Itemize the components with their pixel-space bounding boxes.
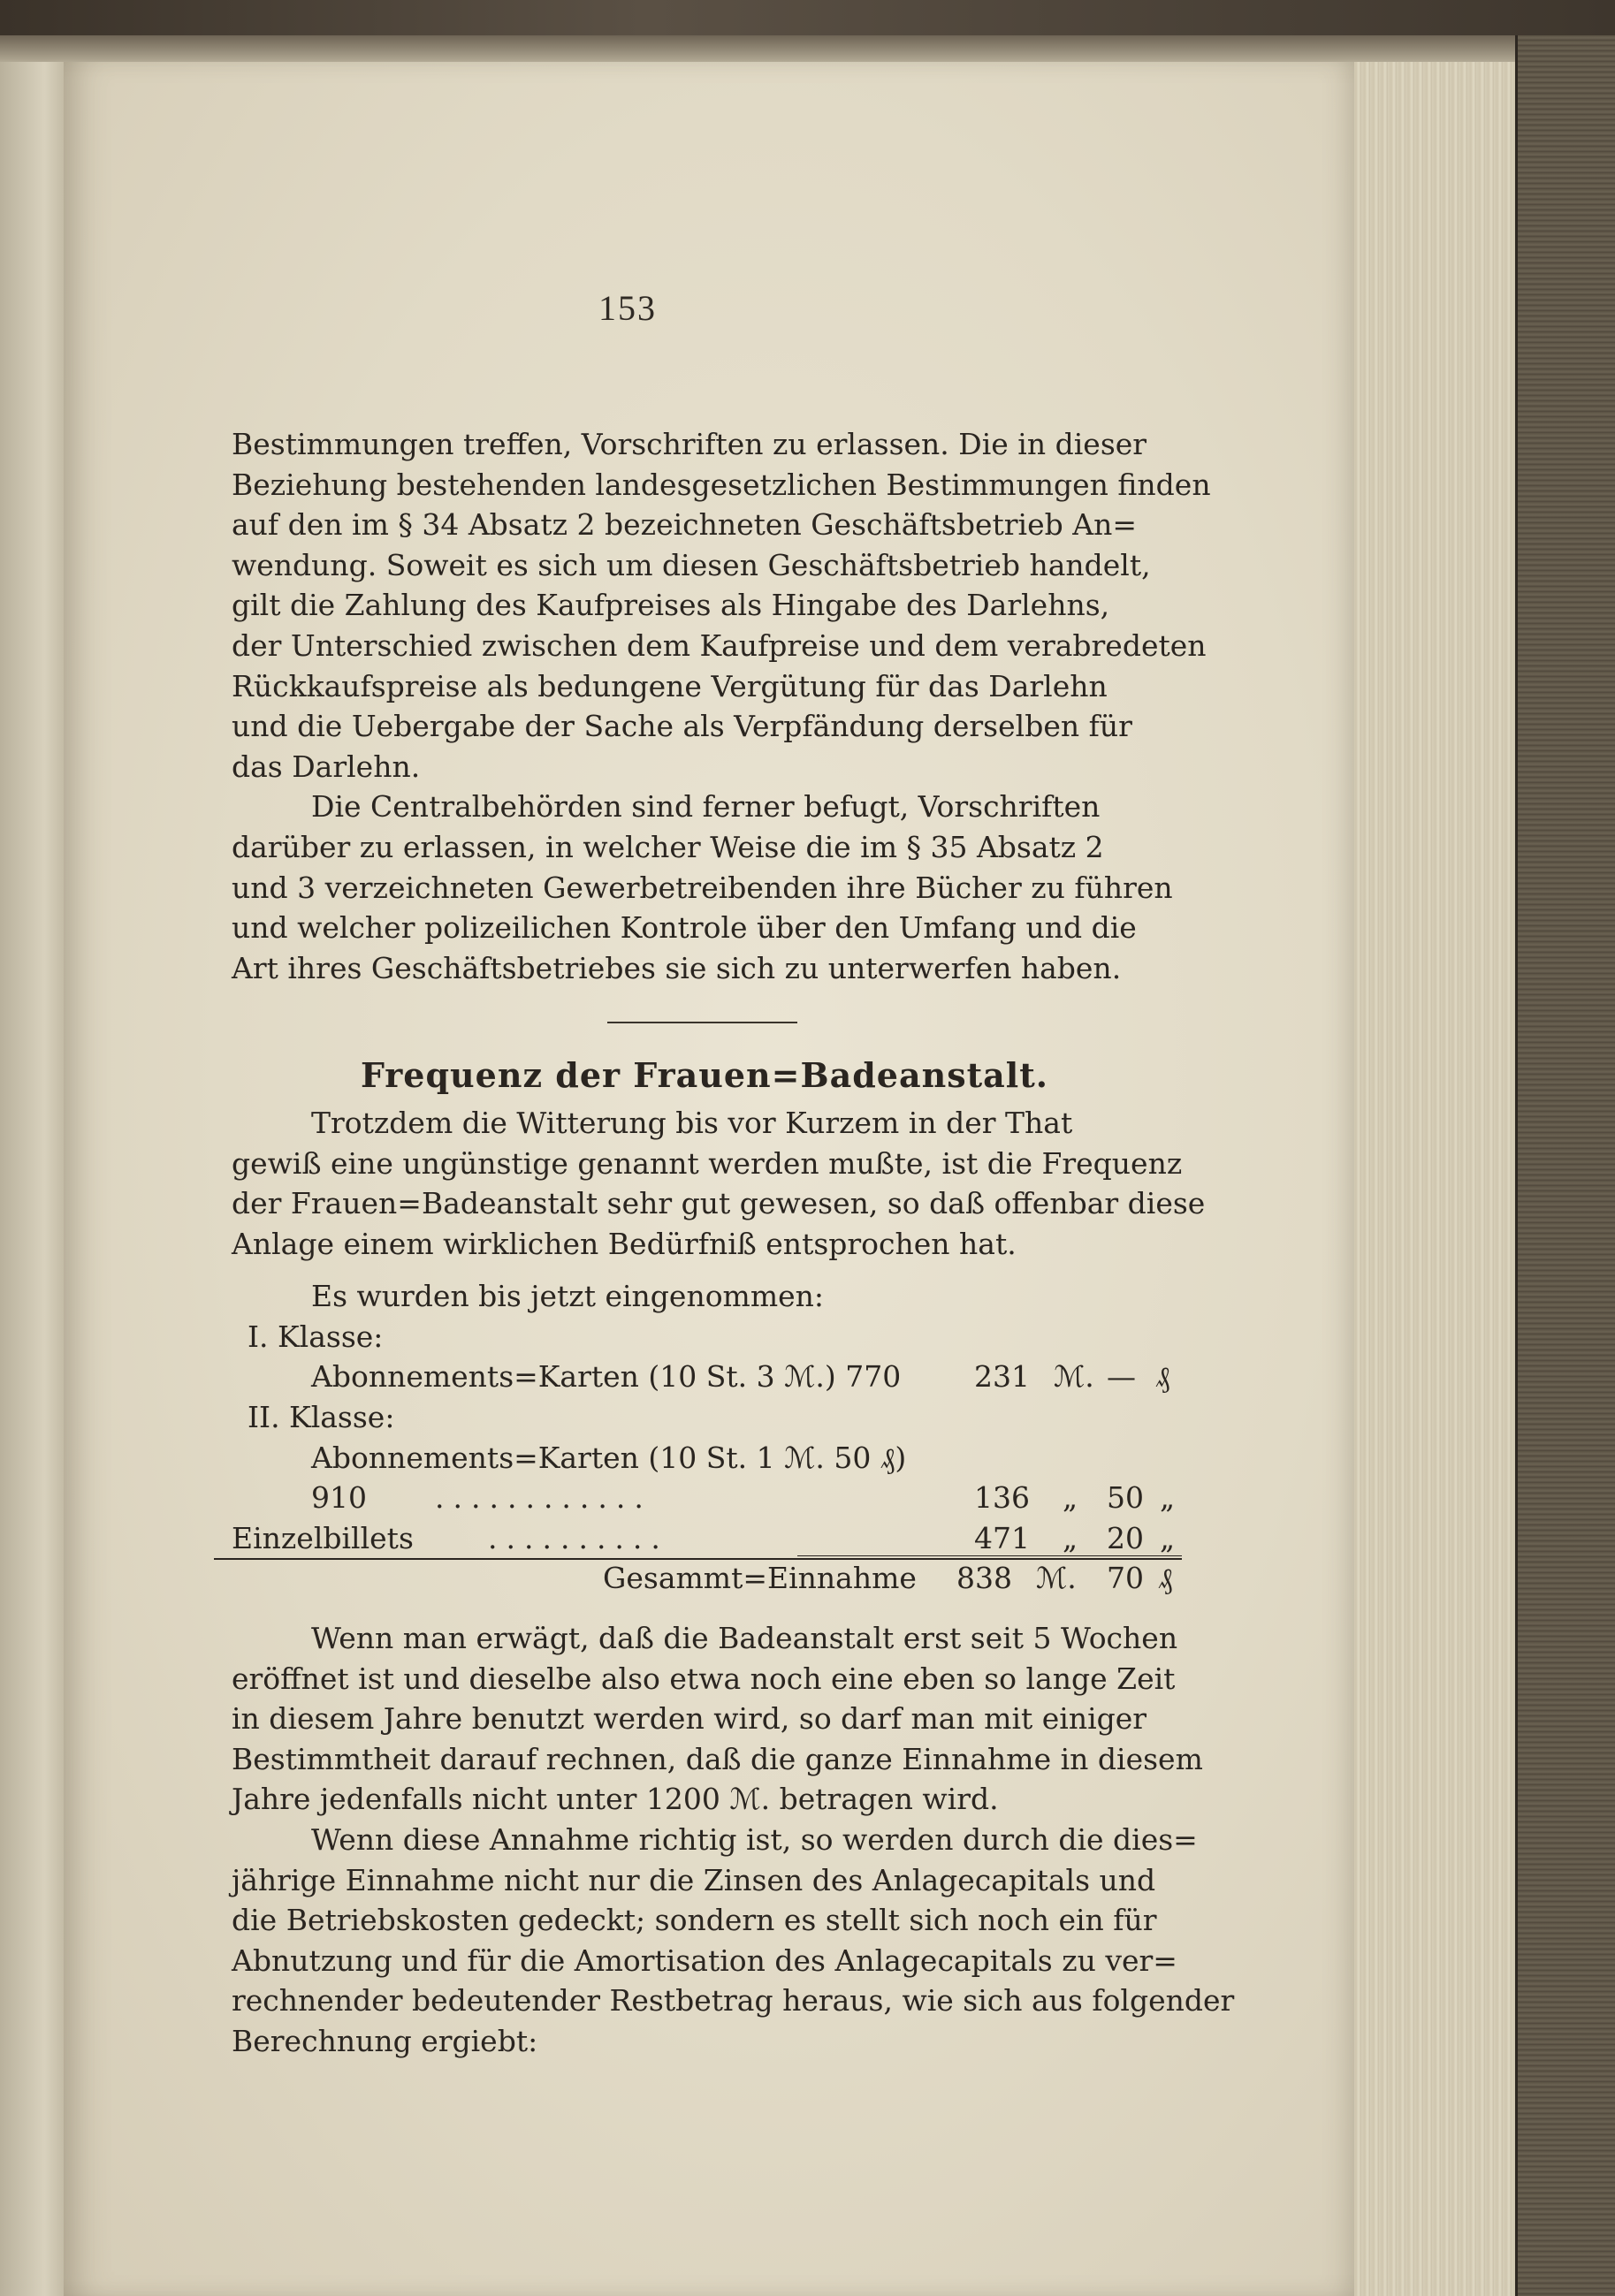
class-2-item-row xyxy=(232,1438,1177,1479)
text-line: gewiß eine ungünstige genannt werden mußte, ist die Frequenz xyxy=(232,1145,1183,1181)
text-line: eröffnet ist und dieselbe also etwa noch eine eben so lange Zeit xyxy=(232,1661,1176,1696)
receipts-table xyxy=(232,1276,1177,1599)
class-2-item: Abonnements=Karten (10 St. 1 ℳ. 50 ₰) xyxy=(311,1440,907,1475)
class-1-row xyxy=(232,1317,1177,1357)
top-spacer xyxy=(232,283,1177,424)
text-line: gilt die Zahlung des Kaufpreises als Hingabe des Darlehns, xyxy=(232,588,1110,623)
paragraph-central-authorities xyxy=(232,787,1177,988)
text-line: Anlage einem wirklichen Bedürfniß entsprochen hat. xyxy=(232,1226,1017,1261)
text-line: Beziehung bestehenden landesgesetzlichen Bestimmungen finden xyxy=(232,467,1211,502)
total-unit-pf: ₰ xyxy=(1158,1561,1173,1596)
total-row xyxy=(232,1558,1177,1599)
paragraph-frequency xyxy=(232,1103,1206,1264)
text-line: Rückkaufspreise als bedungene Vergütung für das Darlehn xyxy=(232,668,1108,703)
class-1-item: Abonnements=Karten (10 St. 3 ℳ.) 770 xyxy=(311,1359,902,1395)
text-line: Bestimmtheit darauf rechnen, daß die ganze Einnahme in diesem xyxy=(232,1741,1203,1776)
class-1-amount-pf: — xyxy=(1107,1359,1136,1395)
class-1-item-row xyxy=(232,1357,1177,1397)
text-line: Wenn man erwägt, daß die Badeanstalt erst seit 5 Wochen xyxy=(311,1621,1178,1656)
text-line: und welcher polizeilichen Kontrole über den Umfang und die xyxy=(232,910,1137,946)
class-2-unit: „ xyxy=(1063,1480,1078,1516)
class-1-unit-pf: ₰ xyxy=(1155,1359,1170,1395)
text-line: das Darlehn. xyxy=(232,749,421,784)
text-line: Abnutzung und für die Amortisation des Anlagecapitals zu ver= xyxy=(232,1942,1177,1978)
text-line: Art ihres Geschäftsbetriebes sie sich zu unterwerfen haben. xyxy=(232,950,1122,985)
subtotal-rule xyxy=(797,1555,1182,1556)
text-line: Die Centralbehörden sind ferner befugt, Vorschriften xyxy=(311,789,1101,825)
page-number: 153 xyxy=(598,288,657,328)
class-1-unit: ℳ. xyxy=(1054,1359,1094,1395)
text-line: jährige Einnahme nicht nur die Zinsen des Anlagecapitals und xyxy=(232,1862,1156,1897)
text-line: und die Uebergabe der Sache als Verpfändung derselben für xyxy=(232,709,1132,744)
text-line: Wenn diese Annahme richtig ist, so werden durch die dies= xyxy=(311,1822,1198,1857)
class-2-row xyxy=(232,1397,1177,1438)
single-tickets-label: Einzelbillets xyxy=(232,1520,414,1555)
text-line: der Frauen=Badeanstalt sehr gut gewesen, so daß offenbar diese xyxy=(232,1186,1206,1221)
single-tickets-amount: 471 xyxy=(974,1520,1030,1555)
document-page xyxy=(64,62,1354,2296)
class-2-count: 910 xyxy=(311,1480,367,1516)
receipts-intro: Es wurden bis jetzt eingenommen: xyxy=(311,1279,825,1314)
text-line: Trotzdem die Witterung bis vor Kurzem in der That xyxy=(311,1105,1073,1140)
text-line: die Betriebskosten gedeckt; sondern es stellt sich noch ein für xyxy=(232,1903,1157,1938)
paragraph-regulations xyxy=(232,424,1211,787)
text-line: darüber zu erlassen, in welcher Weise die im § 35 Absatz 2 xyxy=(232,829,1104,864)
total-amount-pf: 70 xyxy=(1107,1561,1144,1596)
dot-leader: .......... xyxy=(488,1520,669,1555)
text-line: Jahre jedenfalls nicht unter 1200 ℳ. betragen wird. xyxy=(232,1782,999,1817)
text-line: Bestimmungen treffen, Vorschriften zu erlassen. Die in dieser xyxy=(232,427,1147,461)
class-2-amount: 136 xyxy=(974,1480,1030,1516)
receipts-intro-row xyxy=(232,1276,1177,1317)
section-heading: Frequenz der Frauen=Badeanstalt. xyxy=(360,1055,1049,1096)
page-fore-edge xyxy=(1344,62,1524,2296)
left-page-edge xyxy=(0,62,65,2296)
class-1-amount: 231 xyxy=(974,1359,1030,1395)
single-tickets-unit: „ xyxy=(1063,1520,1078,1555)
class-2-label: II. Klasse: xyxy=(248,1400,395,1435)
class-2-count-row xyxy=(232,1478,1177,1518)
text-line: in diesem Jahre benutzt werden wird, so darf man mit einiger xyxy=(232,1701,1147,1737)
text-line: der Unterschied zwischen dem Kaufpreise und dem verabredeten xyxy=(232,627,1207,663)
class-1-label: I. Klasse: xyxy=(248,1319,384,1354)
book-cover-edge xyxy=(1515,35,1615,2296)
page-content xyxy=(232,283,1235,2062)
text-line: rechnender bedeutender Restbetrag heraus, wie sich aus folgender xyxy=(232,1983,1235,2019)
text-line: und 3 verzeichneten Gewerbetreibenden ihre Bücher zu führen xyxy=(232,870,1173,905)
dot-leader: ............ xyxy=(435,1480,652,1516)
paragraph-estimate xyxy=(232,1618,1203,1820)
class-2-amount-pf: 50 xyxy=(1107,1480,1144,1516)
total-unit: ℳ. xyxy=(1036,1561,1077,1596)
total-label: Gesammt=Einnahme xyxy=(603,1561,917,1596)
text-line: auf den im § 34 Absatz 2 bezeichneten Geschäftsbetrieb An= xyxy=(232,507,1137,543)
single-tickets-unit-pf: „ xyxy=(1160,1520,1176,1555)
single-tickets-row xyxy=(232,1518,1177,1559)
total-amount: 838 xyxy=(956,1561,1012,1596)
text-line: wendung. Soweit es sich um diesen Geschäftsbetrieb handelt, xyxy=(232,547,1151,582)
section-divider xyxy=(607,1022,797,1023)
class-2-unit-pf: „ xyxy=(1160,1480,1176,1516)
text-line: Berechnung ergiebt: xyxy=(232,2023,538,2058)
single-tickets-amount-pf: 20 xyxy=(1107,1520,1144,1555)
paragraph-amortisation xyxy=(232,1820,1235,2062)
